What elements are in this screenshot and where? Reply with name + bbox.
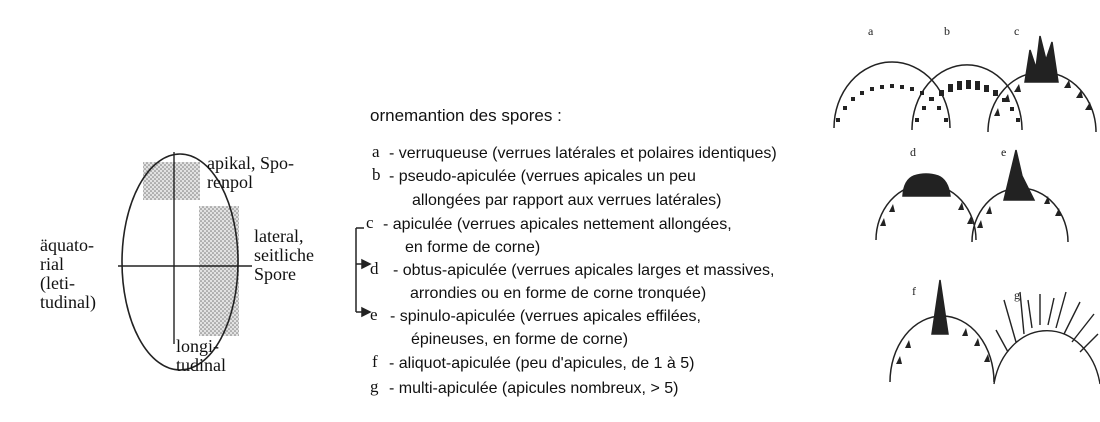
legend-item-letter-e: e [370,305,378,324]
sketch-label-f: f [912,284,916,298]
label-longitudinal: longi- tudinal [176,336,226,375]
spore-sketch-b [912,65,1022,130]
spore-sketch-f [890,280,994,382]
spore-sketch-c [988,36,1096,132]
sketch-label-b: b [944,24,950,38]
legend-item-letter-d: d [370,259,379,278]
legend-item-text-b: - pseudo-apiculée (verrues apicales un peu [389,168,696,185]
sketch-label-d: d [910,145,916,159]
sketch-label-e: e [1001,145,1007,159]
legend-item-letter-a: a [372,142,380,161]
label-equatorial: äquato- rial (leti- tudinal) [40,235,96,312]
label-apical-pole: apikal, Spo- renpol [207,153,294,192]
legend-item-cont-d: arrondies ou en forme de corne tronquée) [410,285,707,302]
legend-item-text-e: - spinulo-apiculée (verrues apicales effilées, [390,308,701,325]
legend-title: ornemantion des spores : [370,106,562,125]
legend-item-letter-f: f [372,352,378,371]
legend-item-text-g: - multi-apiculée (apicules nombreux, > 5) [389,380,679,397]
legend-item-text-f: - aliquot-apiculée (peu d'apicules, de 1 à 5) [389,355,695,372]
legend-item-cont-b: allongées par rapport aux verrues latérales) [412,192,722,209]
legend-item-text-d: - obtus-apiculée (verrues apicales larges et massives, [393,262,775,279]
sketch-label-a: a [868,24,874,38]
lateral-zone-shading [199,206,239,336]
legend-item-cont-c: en forme de corne) [405,239,541,256]
legend-item-letter-c: c [366,213,374,232]
sketch-label-c: c [1014,24,1020,38]
legend-item-text-c: - apiculée (verrues apicales nettement allongées, [383,216,732,233]
label-lateral-spore: lateral, seitliche Spore [254,226,314,284]
spore-sketch-d [876,174,976,240]
legend-item-letter-g: g [370,377,379,396]
spore-sketch-e [972,150,1068,242]
legend-item-letter-b: b [372,165,381,184]
legend-item-cont-e: épineuses, en forme de corne) [411,331,629,348]
sketch-label-g: g [1014,288,1020,302]
spore-sketch-a [834,62,950,128]
group-bracket [356,228,370,316]
legend-item-text-a: - verruqueuse (verrues latérales et polaires identiques) [389,145,777,162]
spore-sketch-g [994,292,1100,384]
